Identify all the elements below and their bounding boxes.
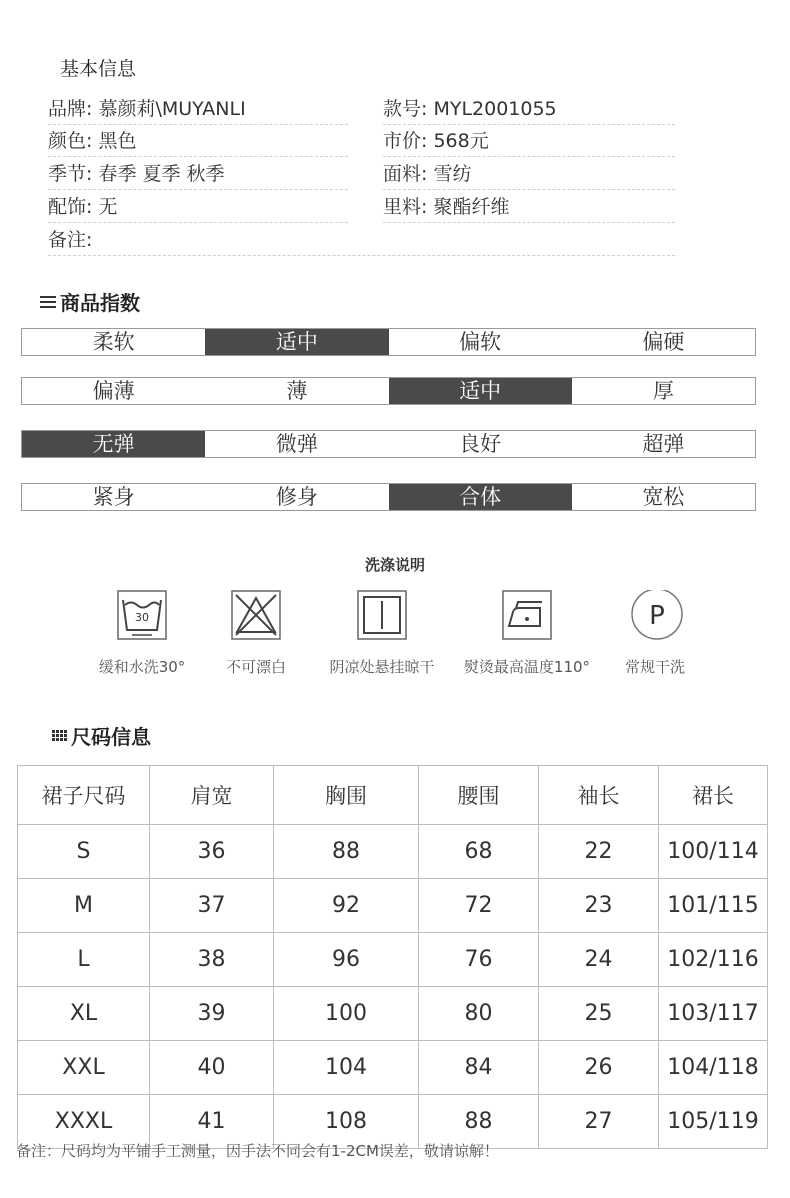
svg-text:P: P — [649, 601, 665, 631]
fabric-info: 面料: 雪纺 — [383, 161, 675, 190]
wash-instructions-title: 洗涤说明 — [364, 556, 425, 574]
table-row — [18, 987, 768, 1041]
dry-clean-icon — [630, 590, 680, 640]
wash-item — [186, 590, 326, 677]
lining-info: 里料: 聚酯纤维 — [383, 194, 675, 223]
table-cell: 104/118 — [659, 1041, 768, 1095]
scale-cell: 修身 — [275, 485, 318, 509]
table-cell: 80 — [419, 987, 539, 1041]
scale-cell: 宽松 — [642, 485, 685, 509]
table-cell: XXL — [18, 1041, 150, 1095]
table-cell: 40 — [150, 1041, 274, 1095]
table-row — [18, 879, 768, 933]
table-header-cell: 胸围 — [274, 766, 419, 825]
accessory-info: 配饰: 无 — [48, 194, 348, 223]
wash-30-icon — [117, 590, 167, 640]
table-cell: 88 — [274, 825, 419, 879]
table-cell: 103/117 — [659, 987, 768, 1041]
table-cell: 24 — [539, 933, 659, 987]
table-cell: 88 — [419, 1095, 539, 1149]
grid-icon — [52, 730, 67, 741]
wash-label: 常规干洗 — [624, 658, 685, 676]
wash-item — [457, 590, 597, 677]
brand-info: 品牌: 慕颜莉\MUYANLI — [48, 96, 348, 125]
table-cell: 68 — [419, 825, 539, 879]
scale-cell: 厚 — [652, 379, 674, 403]
table-cell: 92 — [274, 879, 419, 933]
wash-label: 不可漂白 — [225, 658, 286, 676]
remark-info: 备注: — [48, 227, 675, 256]
table-header-cell: 裙长 — [659, 766, 768, 825]
table-cell: XXXL — [18, 1095, 150, 1149]
line-dry-shade-icon — [357, 590, 407, 640]
table-header-cell: 袖长 — [539, 766, 659, 825]
product-index-heading — [40, 287, 140, 316]
table-cell: 72 — [419, 879, 539, 933]
table-cell: 104 — [274, 1041, 419, 1095]
scale-cell: 偏软 — [459, 330, 502, 354]
table-cell: 102/116 — [659, 933, 768, 987]
svg-text:30: 30 — [135, 611, 149, 624]
scale-cell: 微弹 — [275, 432, 318, 456]
table-cell: 39 — [150, 987, 274, 1041]
table-cell: S — [18, 825, 150, 879]
elasticity-scale — [21, 430, 756, 458]
table-cell: XL — [18, 987, 150, 1041]
table-cell: M — [18, 879, 150, 933]
product-index-title: 商品指数 — [60, 291, 140, 315]
style-number-info: 款号: MYL2001055 — [383, 96, 675, 125]
table-cell: 84 — [419, 1041, 539, 1095]
list-icon — [40, 296, 56, 308]
table-cell: 26 — [539, 1041, 659, 1095]
scale-cell: 薄 — [286, 379, 308, 403]
size-note: 备注：尺码均为平铺手工测量，因手法不同会有1-2CM误差，敬请谅解！ — [16, 1142, 499, 1160]
scale-cell: 合体 — [389, 484, 572, 510]
no-bleach-icon — [231, 590, 281, 640]
scale-cell: 柔软 — [92, 330, 135, 354]
table-cell: 36 — [150, 825, 274, 879]
price-info: 市价: 568元 — [383, 128, 675, 157]
table-row — [18, 825, 768, 879]
table-cell: 100 — [274, 987, 419, 1041]
table-header-cell: 肩宽 — [150, 766, 274, 825]
thickness-scale — [21, 377, 756, 405]
table-cell: 23 — [539, 879, 659, 933]
table-cell: 41 — [150, 1095, 274, 1149]
scale-cell: 无弹 — [22, 431, 205, 457]
scale-cell: 超弹 — [642, 432, 685, 456]
table-cell: 101/115 — [659, 879, 768, 933]
iron-icon — [502, 590, 552, 640]
color-info: 颜色: 黑色 — [48, 128, 348, 157]
basic-info-title: 基本信息 — [60, 58, 137, 80]
table-cell: 96 — [274, 933, 419, 987]
wash-label: 熨烫最高温度110° — [463, 658, 591, 676]
season-info: 季节: 春季 夏季 秋季 — [48, 161, 348, 190]
size-table — [17, 765, 768, 1149]
wash-item — [312, 590, 452, 677]
table-cell: 25 — [539, 987, 659, 1041]
wash-label: 缓和水洗30° — [98, 658, 186, 676]
table-cell: 38 — [150, 933, 274, 987]
scale-cell: 紧身 — [92, 485, 135, 509]
table-cell: 27 — [539, 1095, 659, 1149]
scale-cell: 适中 — [205, 329, 388, 355]
table-row — [18, 933, 768, 987]
table-cell: 105/119 — [659, 1095, 768, 1149]
table-row — [18, 1041, 768, 1095]
table-cell: 76 — [419, 933, 539, 987]
table-cell: 22 — [539, 825, 659, 879]
softness-scale — [21, 328, 756, 356]
table-cell: L — [18, 933, 150, 987]
table-header-cell: 裙子尺码 — [18, 766, 150, 825]
table-cell: 37 — [150, 879, 274, 933]
table-cell: 100/114 — [659, 825, 768, 879]
table-header-cell: 腰围 — [419, 766, 539, 825]
fit-scale — [21, 483, 756, 511]
size-info-title: 尺码信息 — [71, 725, 151, 749]
scale-cell: 良好 — [459, 432, 502, 456]
wash-item — [585, 590, 725, 677]
size-info-heading — [52, 721, 151, 750]
scale-cell: 偏硬 — [642, 330, 685, 354]
scale-cell: 偏薄 — [92, 379, 135, 403]
table-header-row — [18, 766, 768, 825]
scale-cell: 适中 — [389, 378, 572, 404]
table-cell: 108 — [274, 1095, 419, 1149]
wash-label: 阴凉处悬挂晾干 — [329, 658, 435, 676]
